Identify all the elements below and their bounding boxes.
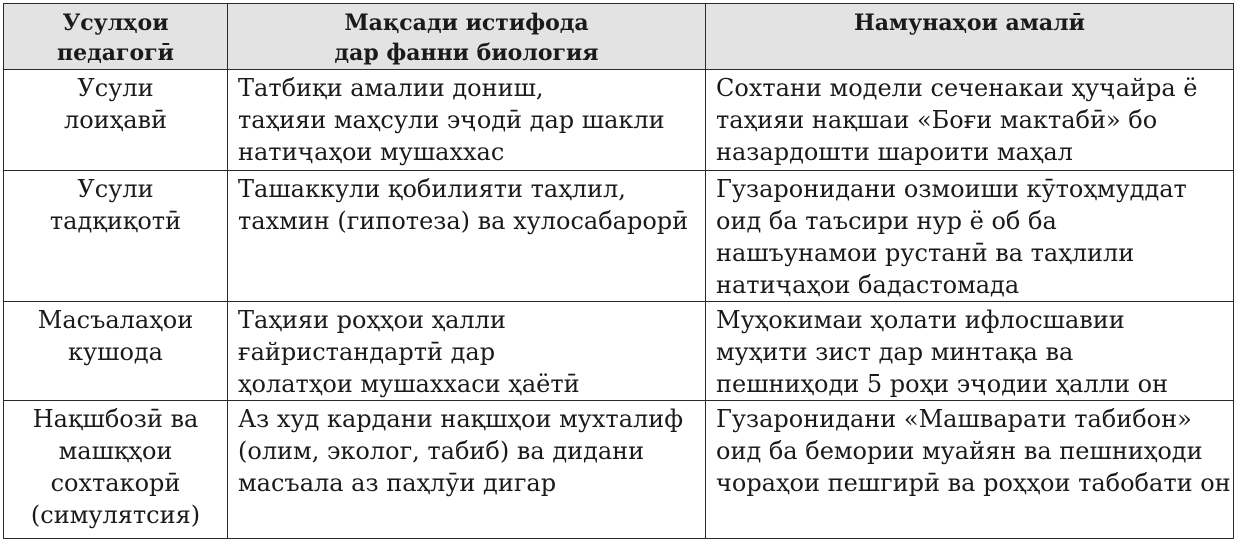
cell-line: тахмин (гипотеза) ва хулосабарорӣ [238, 207, 689, 235]
header-text: дар фанни биология [334, 40, 599, 66]
cell-line: пешниҳоди 5 роҳи эҷодии ҳалли он [716, 370, 1169, 398]
purpose-cell [228, 171, 706, 302]
cell-line: Гузаронидани «Машварати табибон» [716, 405, 1192, 433]
methods-table [3, 3, 1234, 539]
purpose-cell [228, 401, 706, 539]
cell-line: Муҳокимаи ҳолати ифлосшавии [716, 306, 1125, 334]
header-text: Усулҳои [62, 10, 169, 36]
cell-line: Татбиқи амалии дониш, [238, 74, 544, 102]
cell-line: натиҷаҳои мушаххас [238, 138, 505, 166]
table-row [4, 171, 1234, 302]
example-cell [706, 302, 1234, 401]
cell-line: Сохтани модели сеченакаи ҳуҷайра ё [716, 74, 1198, 102]
cell-line: сохтакорӣ [50, 469, 181, 497]
header-text: Мақсади истифода [344, 10, 589, 36]
purpose-cell [228, 302, 706, 401]
example-cell [706, 171, 1234, 302]
cell-line: (симулятсия) [30, 501, 201, 529]
cell-line: Нақшбозӣ ва [32, 405, 199, 433]
cell-line: масъала аз паҳлӯи дигар [238, 469, 557, 497]
cell-line: ҳолатҳои мушаххаси ҳаётӣ [238, 370, 580, 398]
example-cell [706, 70, 1234, 171]
cell-line: чораҳои пешгирӣ ва роҳҳои табобати он [716, 469, 1231, 497]
table-row [4, 70, 1234, 171]
example-cell [706, 401, 1234, 539]
cell-line: (олим, эколог, табиб) ва дидани [238, 437, 645, 465]
header-examples [706, 4, 1234, 70]
method-cell [4, 171, 228, 302]
cell-line: оид ба таъсири нур ё об ба [716, 207, 1057, 235]
table-row [4, 302, 1234, 401]
cell-line: тадқиқотӣ [49, 207, 182, 235]
cell-line: машқҳои [58, 437, 173, 465]
cell-line: муҳити зист дар минтақа ва [716, 338, 1074, 366]
cell-line: натиҷаҳои бадастомада [716, 271, 1020, 299]
header-methods [4, 4, 228, 70]
cell-line: Ташаккули қобилияти таҳлил, [238, 175, 626, 203]
cell-line: Гузаронидани озмоиши кӯтоҳмуддат [716, 175, 1187, 203]
table-row [4, 401, 1234, 539]
header-purpose [228, 4, 706, 70]
cell-line: Усули [77, 74, 154, 102]
cell-line: ғайристандартӣ дар [238, 338, 496, 366]
header-text: педагогӣ [57, 40, 174, 66]
method-cell [4, 401, 228, 539]
cell-line: таҳияи маҳсули эҷодӣ дар шакли [238, 106, 665, 134]
cell-line: кушода [68, 338, 163, 366]
cell-line: оид ба бемории муайян ва пешниҳоди [716, 437, 1203, 465]
method-cell [4, 70, 228, 171]
purpose-cell [228, 70, 706, 171]
cell-line: Таҳияи роҳҳои ҳалли [238, 306, 506, 334]
cell-line: нашъунамои рустанӣ ва таҳлили [716, 239, 1135, 267]
cell-line: Масъалаҳои [37, 306, 194, 334]
cell-line: назардошти шароити маҳал [716, 138, 1073, 166]
cell-line: таҳияи нақшаи «Боғи мактабӣ» бо [716, 106, 1158, 134]
header-text: Намунаҳои амалӣ [854, 10, 1085, 36]
method-cell [4, 302, 228, 401]
cell-line: Аз худ кардани нақшҳои мухталиф [238, 405, 684, 433]
header-row [4, 4, 1234, 70]
cell-line: лоиҳавӣ [63, 106, 168, 134]
cell-line: Усули [77, 175, 154, 203]
